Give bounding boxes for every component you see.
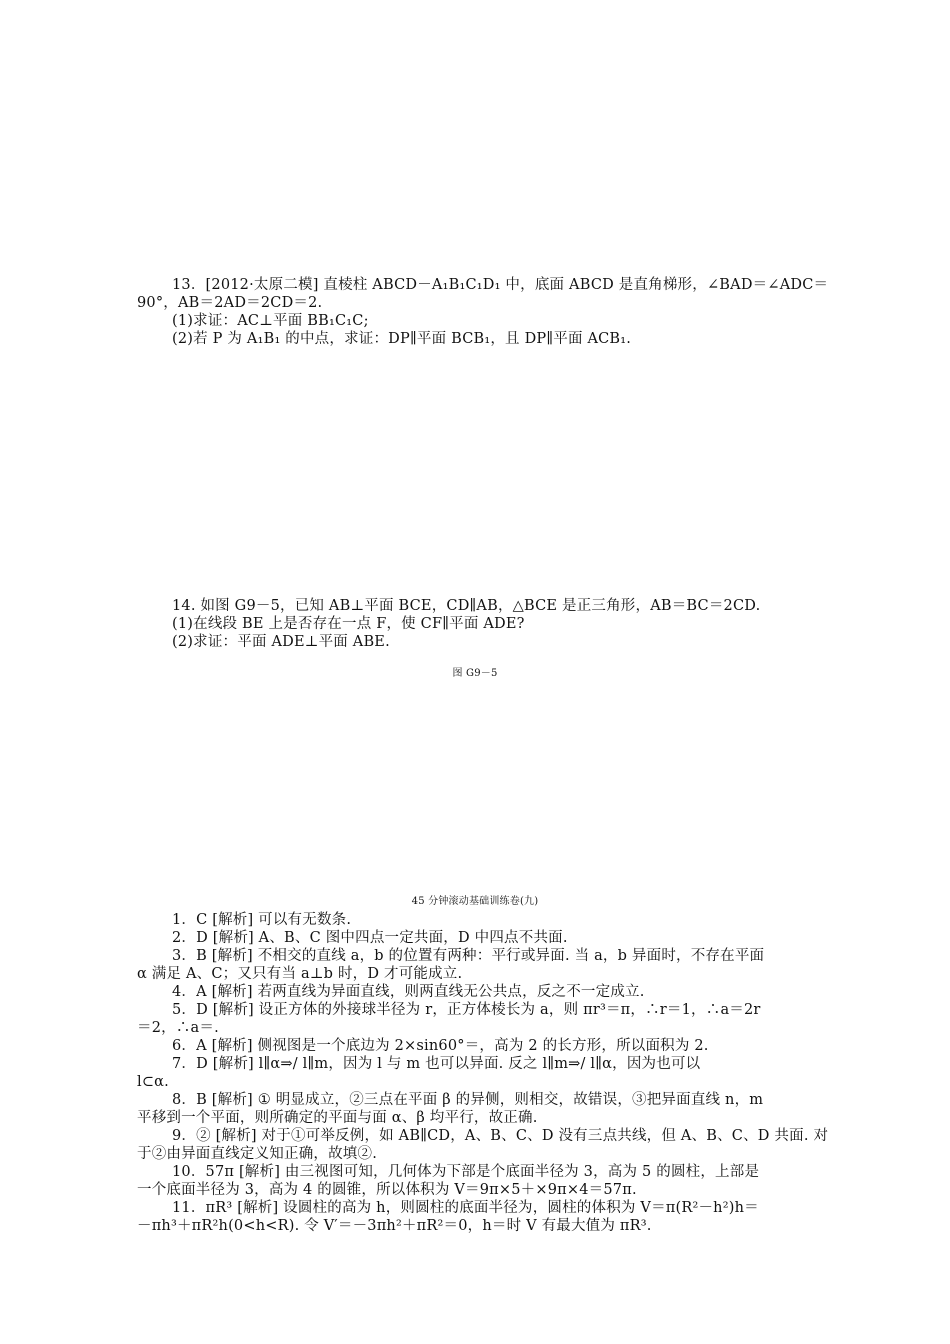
q13-part-2: (2)若 P 为 A₁B₁ 的中点，求证：DP∥平面 BCB₁，且 DP∥平面 ACB₁.: [172, 331, 632, 347]
answer-line: 平移到一个平面，则所确定的平面与面 α、β 均平行，故正确.: [137, 1110, 538, 1126]
answer-line: 5．D [解析] 设正方体的外接球半径为 r，正方体棱长为 a，则 πr³＝π，∴r＝1，∴a＝2r: [172, 1002, 761, 1018]
answer-line: 11．πR³ [解析] 设圆柱的高为 h，则圆柱的底面半径为，圆柱的体积为 V＝π(R²－h²)h＝: [172, 1200, 759, 1216]
q13-part-1: (1)求证：AC⊥平面 BB₁C₁C;: [172, 313, 369, 329]
q13-line-1: 13．[2012·太原二模] 直棱柱 ABCD－A₁B₁C₁D₁ 中，底面 ABCD 是直角梯形，∠BAD＝∠ADC＝: [172, 277, 829, 293]
answer-line: 1．C [解析] 可以有无数条.: [172, 912, 352, 928]
answer-line: 3．B [解析] 不相交的直线 a，b 的位置有两种：平行或异面. 当 a，b 异面时，不存在平面: [172, 948, 765, 964]
answer-line: 6．A [解析] 侧视图是一个底边为 2×sin60°＝，高为 2 的长方形，所以面积为 2.: [172, 1038, 709, 1054]
answer-line: 4．A [解析] 若两直线为异面直线，则两直线无公共点，反之不一定成立.: [172, 984, 645, 1000]
answer-line: 2．D [解析] A、B、C 图中四点一定共面，D 中四点不共面.: [172, 930, 568, 946]
answer-line: l⊂α.: [137, 1074, 169, 1090]
q14-part-2: (2)求证：平面 ADE⊥平面 ABE.: [172, 634, 390, 650]
answer-line: 一个底面半径为 3，高为 4 的圆锥，所以体积为 V＝9π×5＋×9π×4＝57π.: [137, 1182, 637, 1198]
answers-title: 45 分钟滚动基础训练卷(九): [411, 896, 539, 907]
answer-line: 7．D [解析] l∥α⇒/ l∥m，因为 l 与 m 也可以异面. 反之 l∥m⇒/ l∥α，因为也可以: [172, 1056, 701, 1072]
answer-line: 于②由异面直线定义知正确，故填②.: [137, 1146, 378, 1162]
answer-line: －πh³＋πR²h(0<h<R). 令 V′＝－3πh²＋πR²＝0，h＝时 V 有最大值为 πR³.: [137, 1218, 652, 1234]
q14-line-1: 14. 如图 G9－5，已知 AB⊥平面 BCE，CD∥AB，△BCE 是正三角形，AB＝BC＝2CD.: [172, 598, 761, 614]
answer-line: 9．② [解析] 对于①可举反例，如 AB∥CD，A、B、C、D 没有三点共线，但 A、B、C、D 共面. 对: [172, 1128, 829, 1144]
answer-line: 10．57π [解析] 由三视图可知，几何体为下部是个底面半径为 3，高为 5 的圆柱，上部是: [172, 1164, 760, 1180]
q13-line-2: 90°，AB＝2AD＝2CD＝2.: [137, 295, 323, 311]
answer-line: ＝2，∴a＝.: [137, 1020, 219, 1036]
answer-line: 8．B [解析] ① 明显成立，②三点在平面 β 的异侧，则相交，故错误，③把异面直线 n，m: [172, 1092, 764, 1108]
figure-caption: 图 G9－5: [452, 668, 498, 679]
answer-line: α 满足 A、C；又只有当 a⊥b 时，D 才可能成立.: [137, 966, 463, 982]
q14-part-1: (1)在线段 BE 上是否存在一点 F，使 CF∥平面 ADE?: [172, 616, 525, 632]
